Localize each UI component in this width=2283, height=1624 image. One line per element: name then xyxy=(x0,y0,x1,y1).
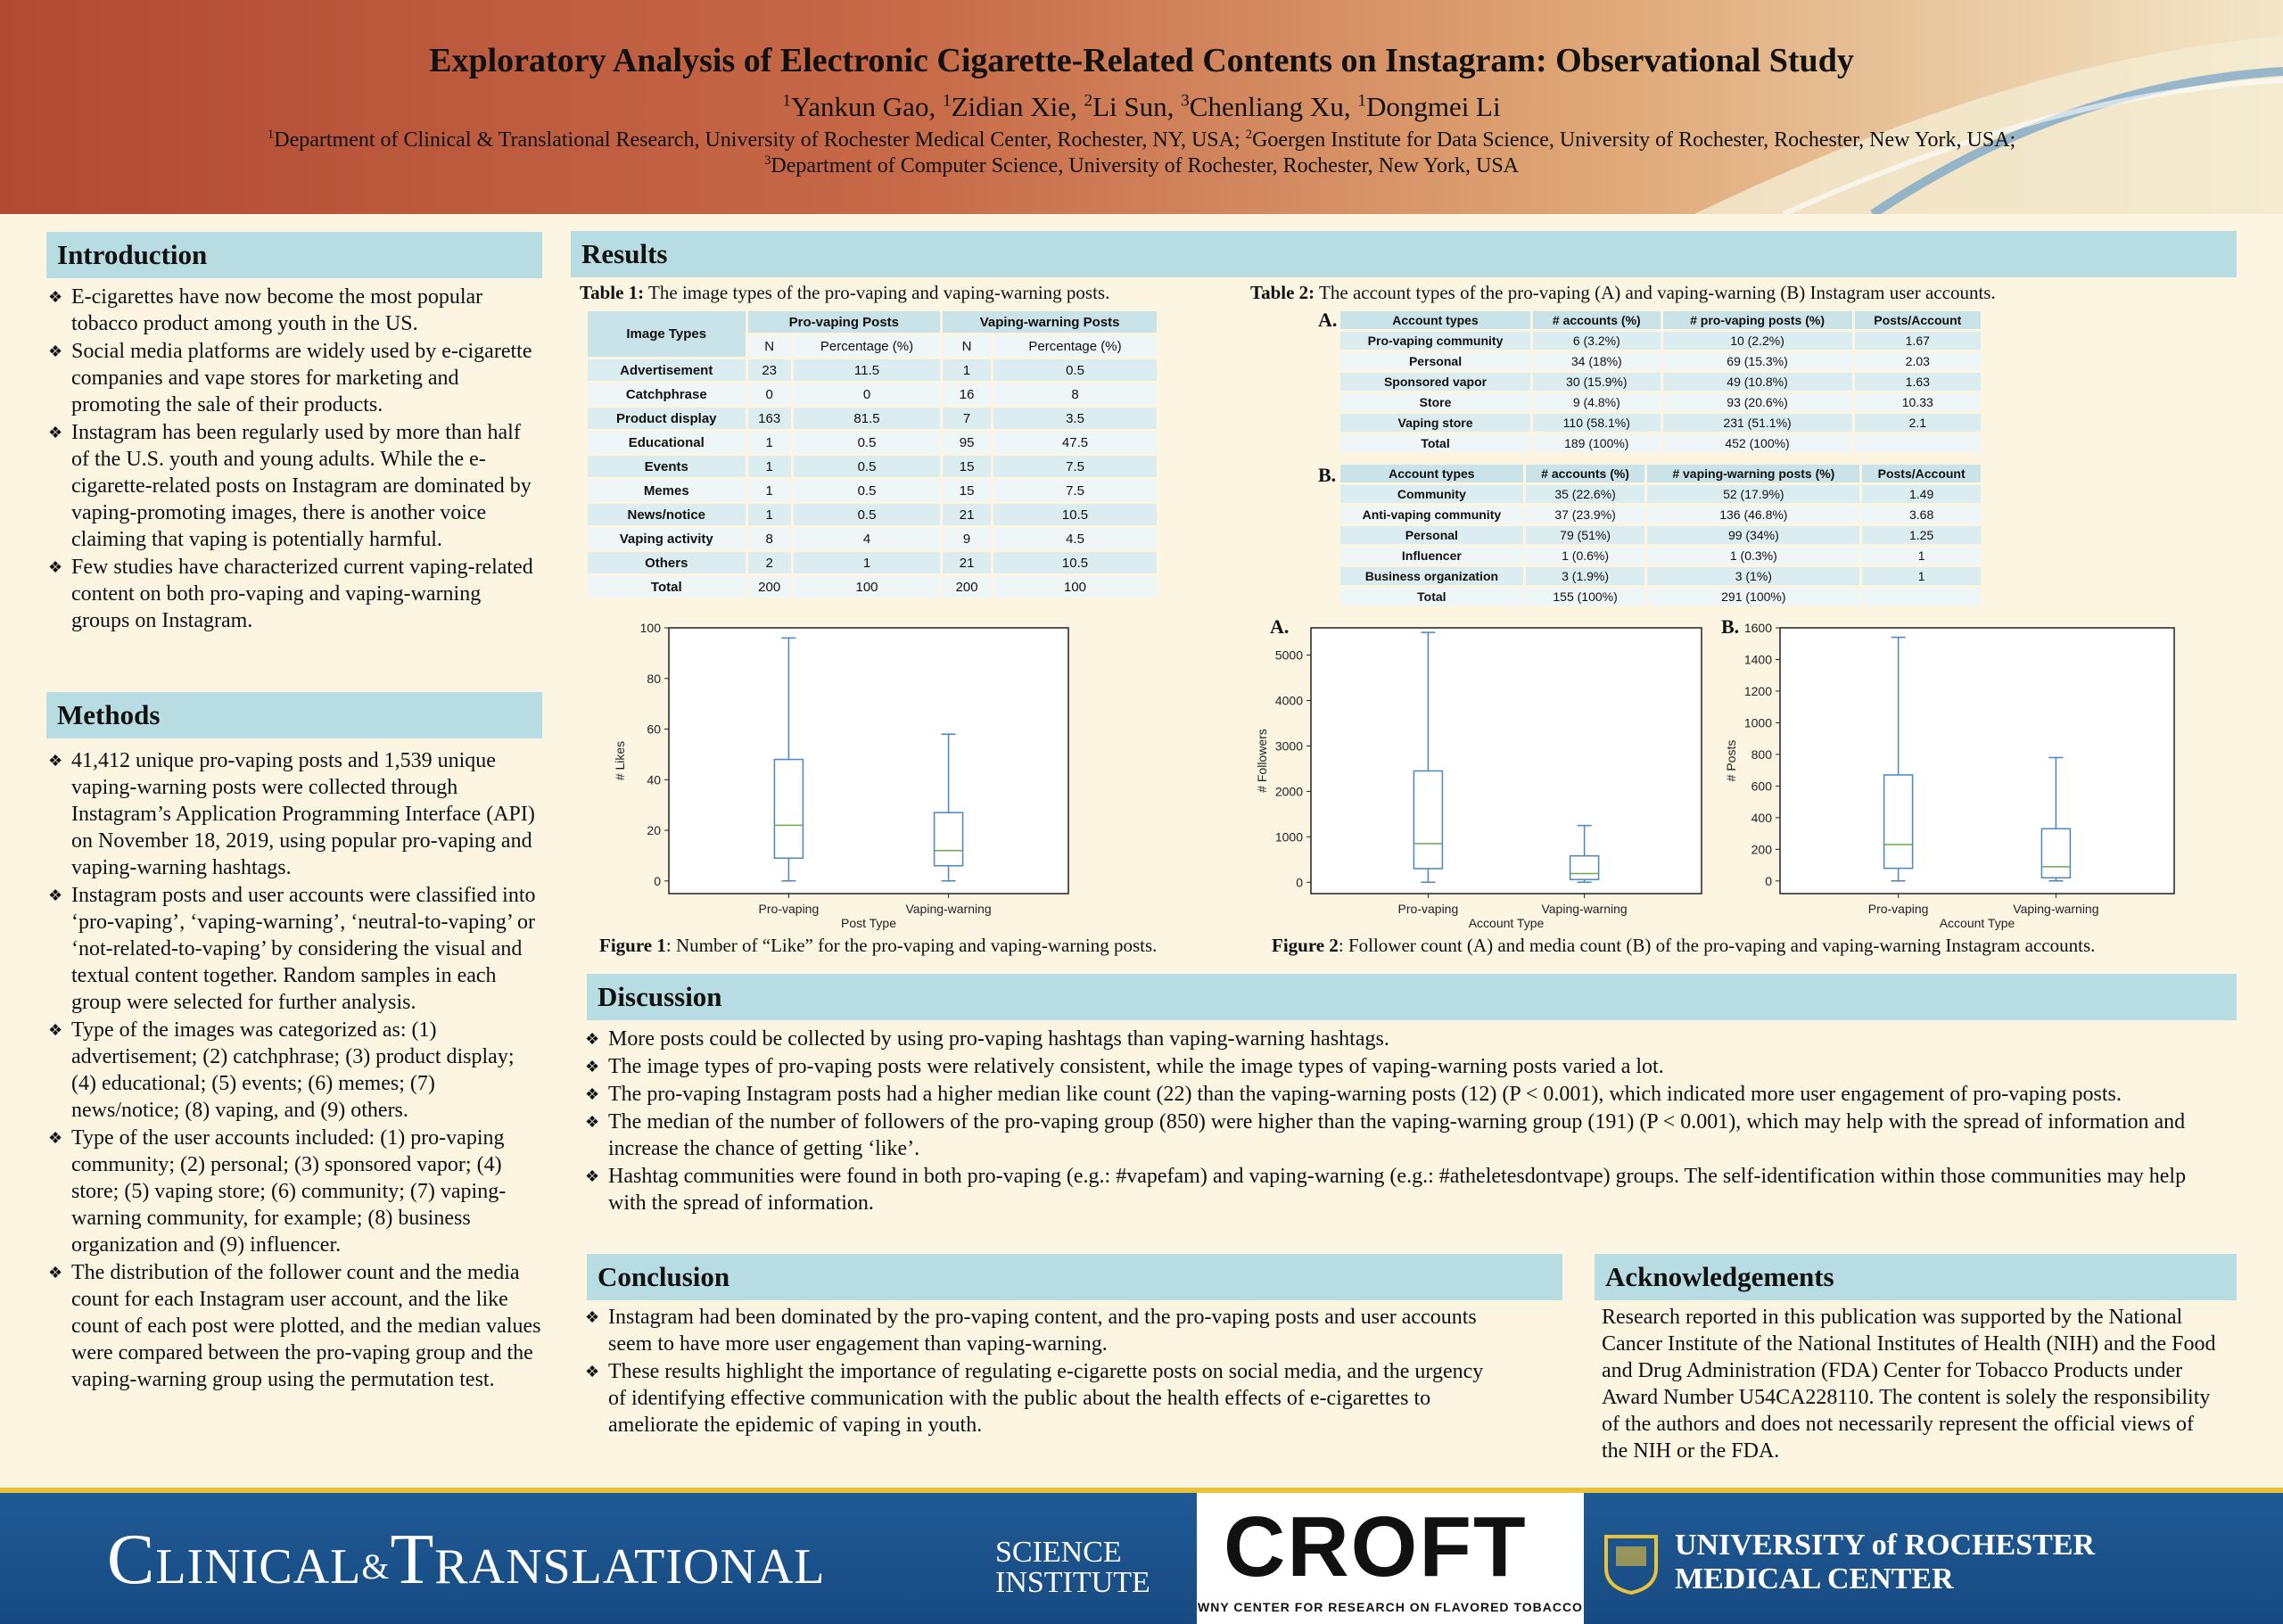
table-row: Influencer 1 (0.6%) 1 (0.3%) 1 xyxy=(1340,547,1981,565)
y-axis-label: # Posts xyxy=(1724,739,1738,782)
footer-logo-bar xyxy=(0,1488,2283,1624)
affiliation-line-1: $^1$Department of Clinical & Translational Research, University of Rochester Medical Center, Rochester, NY, USA; $^2$Goergen Institute for Data Science, University of Rochester, Rochester, New York, USA; xyxy=(267,128,2016,152)
plot-frame xyxy=(1311,628,1702,894)
x-tick-label: Vaping-warning xyxy=(1541,902,1628,916)
figure2b-box-plot xyxy=(1718,617,2185,936)
y-tick-label: 0 xyxy=(1296,875,1303,890)
table-row: Vaping activity 8 4 9 4.5 xyxy=(588,528,1157,549)
y-tick-label: 1400 xyxy=(1743,652,1772,667)
bullet-item: ❖ Instagram has been regularly used by more than half of the U.S. youth and young adults. While the e-cigarette-related posts on Instagram are dominated by vaping-promoting images, there is another voice claiming that vaping is potentially harmful. xyxy=(48,419,542,553)
acknowledgements-body: Research reported in this publication was supported by the National Cancer Institute of the National Institutes of Health (NIH) and the Food and Drug Administration (FDA) Center for Tobacco Products under Award Number U54CA228110. The content is solely the responsibility of the authors and does not necessarily represent the official views of the NIH or the FDA. xyxy=(1602,1306,2216,1463)
figure2-caption: Figure 2: Follower count (A) and media count (B) of the pro-vaping and vaping-warning Instagram accounts. xyxy=(1272,935,2096,956)
author-name: Yankun Gao, xyxy=(791,91,943,122)
table-row: Personal 79 (51%) 99 (34%) 1.25 xyxy=(1340,526,1981,544)
x-axis-label: Account Type xyxy=(1939,916,2015,930)
bullet-item: ❖ The pro-vaping Instagram posts had a higher median like count (22) than the vaping-warning posts (12) (P < 0.001), which indicated more user engagement of pro-vaping posts. xyxy=(585,1081,2190,1108)
methods-heading: Methods xyxy=(46,692,542,738)
x-tick-label: Pro-vaping xyxy=(758,902,820,916)
author-name: Li Sun, xyxy=(1092,91,1182,122)
table-row: Educational 1 0.5 95 47.5 xyxy=(588,432,1157,453)
table-row: Anti-vaping community 37 (23.9%) 136 (46.8%) 3.68 xyxy=(1340,506,1981,523)
y-tick-label: 1600 xyxy=(1743,621,1772,635)
x-tick-label: Pro-vaping xyxy=(1867,902,1929,916)
y-axis-label: # Followers xyxy=(1255,729,1269,793)
bullet-item: ❖ 41,412 unique pro-vaping posts and 1,539 unique vaping-warning posts were collected through Instagram’s Application Programming Interface (API) on November 18, 2019, using popular pro-vaping and vaping-warning hashtags. xyxy=(48,747,542,881)
y-tick-label: 1200 xyxy=(1743,683,1772,698)
bullet-item: ❖ Social media platforms are widely used by e-cigarette companies and vape stores for marketing and promoting the sale of their products. xyxy=(48,338,542,418)
author-list: $^1$Yankun Gao, $^1$Zidian Xie, $^2$Li Sun, $^3$Chenliang Xu, $^1$Dongmei Li xyxy=(782,91,1501,122)
bullet-item: ❖ The image types of pro-vaping posts were relatively consistent, while the image types of vaping-warning posts varied a lot. xyxy=(585,1053,2190,1080)
x-tick-label: Vaping-warning xyxy=(905,902,992,916)
table-row: Product display 163 81.5 7 3.5 xyxy=(588,408,1157,429)
urmc-subname: MEDICAL CENTER xyxy=(1675,1562,1954,1595)
table1-caption: Table 1: The image types of the pro-vaping and vaping-warning posts. xyxy=(580,282,1110,303)
y-tick-label: 3000 xyxy=(1274,738,1303,754)
table-row: Pro-vaping community 6 (3.2%) 10 (2.2%) 1.67 xyxy=(1340,332,1981,350)
y-tick-label: 800 xyxy=(1751,746,1772,762)
author-name: Dongmei Li xyxy=(1365,91,1501,122)
y-tick-label: 400 xyxy=(1751,810,1772,825)
x-axis-label: Account Type xyxy=(1468,916,1545,930)
figure2a-label: A. xyxy=(1270,615,1290,638)
bullet-item: ❖ The distribution of the follower count and the media count for each Instagram user account, and the like count of each post were plotted, and the median values were compared between the pro-vaping group and the vaping-warning group using the permutation test. xyxy=(48,1259,542,1393)
table2a-label: A. xyxy=(1318,309,1338,331)
y-tick-label: 1000 xyxy=(1743,715,1772,730)
author-name: Chenliang Xu, xyxy=(1189,91,1358,122)
bullet-item: ❖ Few studies have characterized current vaping-related content on both pro-vaping and vaping-warning groups on Instagram. xyxy=(48,554,542,634)
y-tick-label: 1000 xyxy=(1274,829,1303,845)
table-row: Total 155 (100%) 291 (100%) xyxy=(1340,588,1981,606)
table-row: Others 2 1 21 10.5 xyxy=(588,552,1157,573)
bullet-item: ❖ E-cigarettes have now become the most popular tobacco product among youth in the US. xyxy=(48,284,542,337)
table-row: Catchphrase 0 0 16 8 xyxy=(588,383,1157,405)
university-seal-icon xyxy=(1602,1532,1661,1595)
y-tick-label: 80 xyxy=(647,671,661,686)
table-row: News/notice 1 0.5 21 10.5 xyxy=(588,504,1157,525)
urmc-name: UNIVERSITY of ROCHESTER xyxy=(1675,1529,2096,1562)
cts-logo-subtitle: SCIENCE INSTITUTE xyxy=(995,1536,1150,1599)
figure2b-label: B. xyxy=(1721,615,1740,638)
y-tick-label: 0 xyxy=(1765,873,1772,888)
table-row: Vaping store 110 (58.1%) 231 (51.1%) 2.1 xyxy=(1340,414,1981,432)
y-tick-label: 100 xyxy=(639,621,661,635)
figure1-box-plot xyxy=(606,617,1079,936)
y-tick-label: 4000 xyxy=(1274,693,1303,708)
y-tick-label: 5000 xyxy=(1274,647,1303,663)
bullet-item: ❖ Hashtag communities were found in both pro-vaping (e.g.: #vapefam) and vaping-warning (e.g.: #atheletesdontvape) groups. The self-identification within those communities may help with the spread of information. xyxy=(585,1163,2190,1216)
plot-frame xyxy=(669,628,1068,894)
bullet-item: ❖ The median of the number of followers of the pro-vaping group (850) were higher than the vaping-warning group (191) (P < 0.001), which may help with the spread of information and increase the chance of getting ‘like’. xyxy=(585,1109,2190,1162)
affiliation-line-2: $^3$Department of Computer Science, University of Rochester, Rochester, New York, USA xyxy=(763,153,1519,177)
table2-caption: Table 2: The account types of the pro-vaping (A) and vaping-warning (B) Instagram user accounts. xyxy=(1250,282,1996,303)
y-tick-label: 20 xyxy=(647,823,661,838)
cts-logo: Clinical&Translational xyxy=(107,1521,826,1599)
table-row: Community 35 (22.6%) 52 (17.9%) 1.49 xyxy=(1340,485,1981,503)
figure1-caption: Figure 1: Number of “Like” for the pro-vaping and vaping-warning posts. xyxy=(599,935,1158,956)
y-tick-label: 60 xyxy=(647,721,661,737)
conclusion-heading: Conclusion xyxy=(587,1254,1562,1300)
bullet-item: ❖ Type of the images was categorized as: (1) advertisement; (2) catchphrase; (3) product display; (4) educational; (5) events; (6) memes; (7) news/notice; (8) vaping, and (9) others. xyxy=(48,1017,542,1124)
table-row: Memes 1 0.5 15 7.5 xyxy=(588,480,1157,501)
croft-logo: CROFT WNY CENTER FOR RESEARCH ON FLAVORED TOBACCO xyxy=(1197,1493,1584,1624)
bullet-item: ❖ More posts could be collected by using pro-vaping hashtags than vaping-warning hashtags. xyxy=(585,1026,2190,1052)
discussion-heading: Discussion xyxy=(587,974,2237,1020)
plot-frame xyxy=(1780,628,2174,894)
table-row: Total 189 (100%) 452 (100%) xyxy=(1340,434,1981,452)
table-vaping-warning-accounts: Account types # accounts (%) # vaping-warning posts (%) Posts/Account Community 35 (22.6%) 52 (17.9%) 1.49 Anti-vaping community 37 (23.9%) 136 (46.8%) 3.68 Personal 79 (51%) 99 (34%) 1.25 Influencer 1 (0.6%) 1 (0.3%) 1 Business organization 3 (1.9%) 3 (1%) 1 Total 155 (100%) 291 (100%) xyxy=(1338,462,1983,608)
y-tick-label: 600 xyxy=(1751,779,1772,794)
y-axis-label: # Likes xyxy=(613,740,627,781)
table2b-label: B. xyxy=(1318,464,1337,486)
author-name: Zidian Xie, xyxy=(951,91,1084,122)
table-row: Sponsored vapor 30 (15.9%) 49 (10.8%) 1.63 xyxy=(1340,373,1981,391)
introduction-heading: Introduction xyxy=(46,232,542,278)
poster-title: Exploratory Analysis of Electronic Cigarette-Related Contents on Instagram: Observational Study xyxy=(429,42,1854,79)
bullet-item: ❖ Instagram posts and user accounts were classified into ‘pro-vaping’, ‘vaping-warning’, ‘neutral-to-vaping’ or ‘not-related-to-vaping’ by considering the visual and textual content together. Random samples in each group were selected for further analysis. xyxy=(48,882,542,1016)
acknowledgements-heading: Acknowledgements xyxy=(1595,1254,2237,1300)
x-tick-label: Pro-vaping xyxy=(1397,902,1459,916)
results-heading: Results xyxy=(571,231,2237,277)
y-tick-label: 40 xyxy=(647,772,661,787)
x-axis-label: Post Type xyxy=(840,916,897,930)
methods-body xyxy=(48,747,542,1394)
bullet-item: ❖ Instagram had been dominated by the pro-vaping content, and the pro-vaping posts and user accounts seem to have more user engagement than vaping-warning. xyxy=(585,1304,1495,1357)
y-tick-label: 0 xyxy=(654,873,661,888)
y-tick-label: 2000 xyxy=(1274,784,1303,799)
table-row: Store 9 (4.8%) 93 (20.6%) 10.33 xyxy=(1340,393,1981,411)
conclusion-body xyxy=(585,1304,1495,1439)
discussion-body xyxy=(585,1026,2190,1217)
figure2a-box-plot xyxy=(1249,617,1712,936)
table-row: Personal 34 (18%) 69 (15.3%) 2.03 xyxy=(1340,352,1981,370)
table-pro-vaping-accounts: Account types # accounts (%) # pro-vaping posts (%) Posts/Account Pro-vaping community 6 (3.2%) 10 (2.2%) 1.67 Personal 34 (18%) 69 (15.3%) 2.03 Sponsored vapor 30 (15.9%) 49 (10.8%) 1.63 Store 9 (4.8%) 93 (20.6%) 10.33 Vaping store 110 (58.1%) 231 (51.1%) 2.1 Total 189 (100%) 452 (100%) xyxy=(1338,309,1983,455)
table-row: Total 200 100 200 100 xyxy=(588,576,1157,598)
bullet-item: ❖ These results highlight the importance of regulating e-cigarette posts on social media, and the urgency of identifying effective communication with the public about the health effects of e-cigarettes to ameliorate the epidemic of vaping in youth. xyxy=(585,1358,1495,1439)
table-row: Business organization 3 (1.9%) 3 (1%) 1 xyxy=(1340,567,1981,585)
table-row: Events 1 0.5 15 7.5 xyxy=(588,456,1157,477)
bullet-item: ❖ Type of the user accounts included: (1) pro-vaping community; (2) personal; (3) sponsored vapor; (4) store; (5) vaping store; (6) community; (7) vaping-warning community, for example; (8) business organization and (9) influencer. xyxy=(48,1125,542,1258)
table-image-types: Image Types Pro-vaping Posts Vaping-warning Posts N Percentage (%) N Percentage (%) Advertisement 23 11.5 1 0.5 Catchphrase 0 0 16 8 Product display 163 81.5 7 3.5 Educational 1 0.5 95 47.5 Events 1 0.5 15 7.5 Memes 1 0.5 15 7.5 News/notice 1 0.5 21 10.5 Vaping activity 8 4 9 4.5 Others 2 1 21 10.5 Total 200 100 200 100 xyxy=(585,309,1159,600)
y-tick-label: 200 xyxy=(1751,842,1772,857)
introduction-body xyxy=(48,284,542,635)
table-row: Advertisement 23 11.5 1 0.5 xyxy=(588,359,1157,381)
x-tick-label: Vaping-warning xyxy=(2013,902,2099,916)
